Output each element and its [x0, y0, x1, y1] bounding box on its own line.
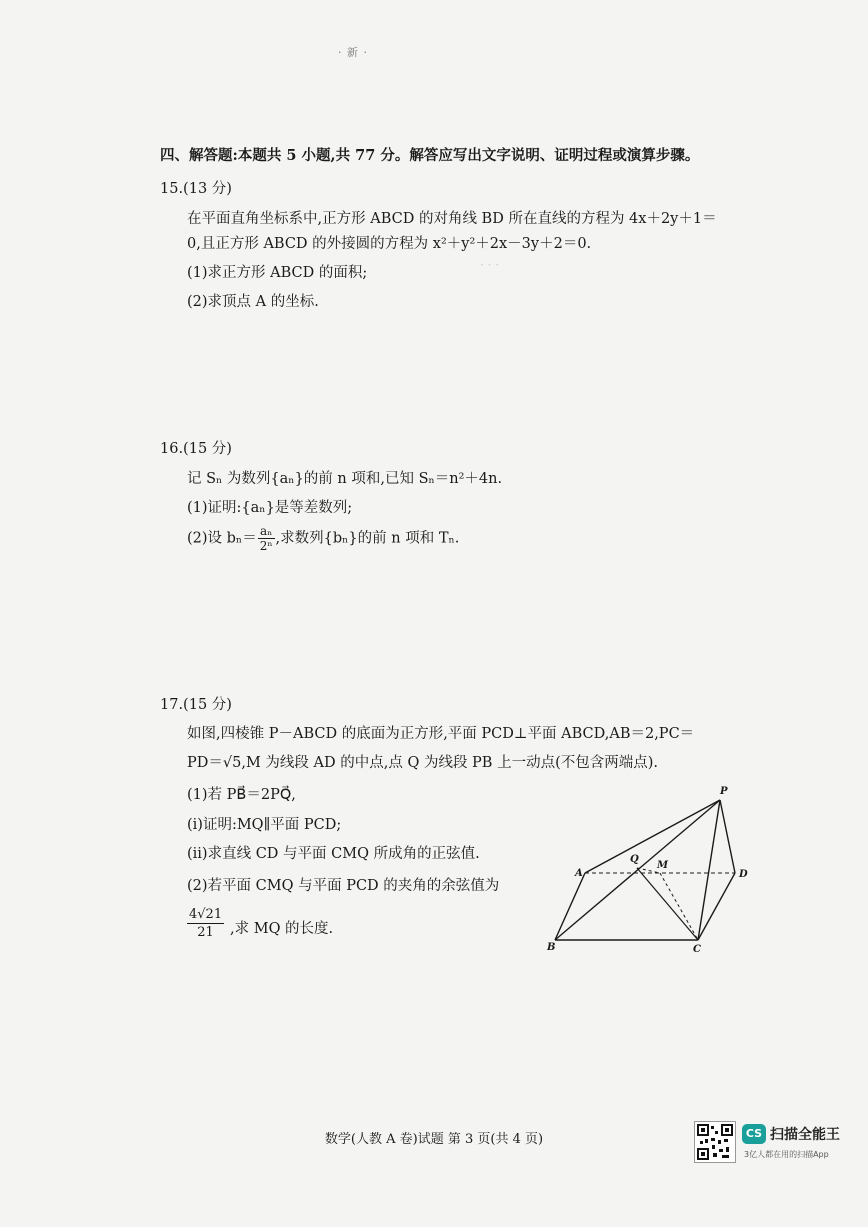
- header-mark: · 新 ·: [338, 46, 368, 59]
- q17-heading: 17.(15 分): [160, 697, 232, 713]
- q16-part2-pre: (2)设 bₙ＝: [187, 530, 257, 547]
- q17-part2: (2)若平面 CMQ 与平面 PCD 的夹角的余弦值为: [187, 878, 500, 894]
- label-Q: Q: [630, 854, 639, 865]
- q16-part2: [187, 524, 459, 553]
- label-M: M: [657, 860, 669, 871]
- q17-line2: PD＝√5,M 为线段 AD 的中点,点 Q 为线段 PB 上一动点(不包含两端点).: [187, 755, 658, 771]
- label-D: D: [739, 869, 748, 880]
- q16-fraction: [258, 524, 275, 553]
- page-footer: 数学(人教 A 卷)试题 第 3 页(共 4 页): [324, 1132, 544, 1147]
- label-B: B: [547, 942, 556, 953]
- q17-fraction-den: 21: [197, 925, 214, 940]
- q17-line1: 如图,四棱锥 P－ABCD 的底面为正方形,平面 PCD⊥平面 ABCD,AB＝2,PC＝: [187, 726, 695, 742]
- q16-part2-post: ,求数列{bₙ}的前 n 项和 Tₙ.: [275, 530, 460, 547]
- q17-part1-ii: (ⅱ)求直线 CD 与平面 CMQ 所成角的正弦值.: [187, 846, 480, 862]
- camscanner-slogan: 3亿人都在用的扫描App: [744, 1150, 829, 1159]
- edge-PA: [585, 800, 720, 873]
- q15-part2: (2)求顶点 A 的坐标.: [187, 294, 319, 310]
- q17-part1-i: (ⅰ)证明:MQ∥平面 PCD;: [187, 817, 342, 833]
- segment-QC: [637, 868, 698, 940]
- camscanner-logo: CS: [742, 1124, 766, 1144]
- q15-line2: 0,且正方形 ABCD 的外接圆的方程为 x²＋y²＋2x－3y＋2＝0.: [187, 236, 592, 252]
- q16-line1: 记 Sₙ 为数列{aₙ}的前 n 项和,已知 Sₙ＝n²＋4n.: [187, 471, 503, 487]
- camscanner-name: 扫描全能王: [770, 1127, 840, 1143]
- q15-heading: 15.(13 分): [160, 181, 232, 197]
- pyramid-figure: [540, 780, 770, 960]
- q16-fraction-den: 2ⁿ: [259, 539, 273, 553]
- q16-fraction-num: aₙ: [258, 524, 275, 539]
- q16-heading: 16.(15 分): [160, 441, 232, 457]
- q17-fraction: [187, 906, 224, 941]
- q17-fraction-num: 4√21: [189, 907, 223, 922]
- q17-part1: (1)若 PB⃗＝2PQ⃗,: [187, 787, 296, 803]
- section-title: 四、解答题:本题共 5 小题,共 77 分。解答应写出文字说明、证明过程或演算步骤。: [160, 147, 700, 164]
- edge-AB: [555, 873, 585, 940]
- q15-line1: 在平面直角坐标系中,正方形 ABCD 的对角线 BD 所在直线的方程为 4x＋2y＋1＝: [187, 211, 717, 227]
- label-P: P: [720, 786, 728, 797]
- q17-part2-post: ,求 MQ 的长度.: [230, 921, 334, 937]
- qr-code-icon: [695, 1122, 735, 1162]
- label-A: A: [575, 868, 583, 879]
- q15-part1: (1)求正方形 ABCD 的面积;: [187, 265, 368, 281]
- qr-code: [694, 1121, 736, 1163]
- edge-PD: [720, 800, 735, 873]
- segment-MC: [660, 873, 698, 940]
- bleed-through: · · ·: [480, 258, 500, 272]
- label-C: C: [693, 944, 701, 955]
- q16-part1: (1)证明:{aₙ}是等差数列;: [187, 500, 353, 516]
